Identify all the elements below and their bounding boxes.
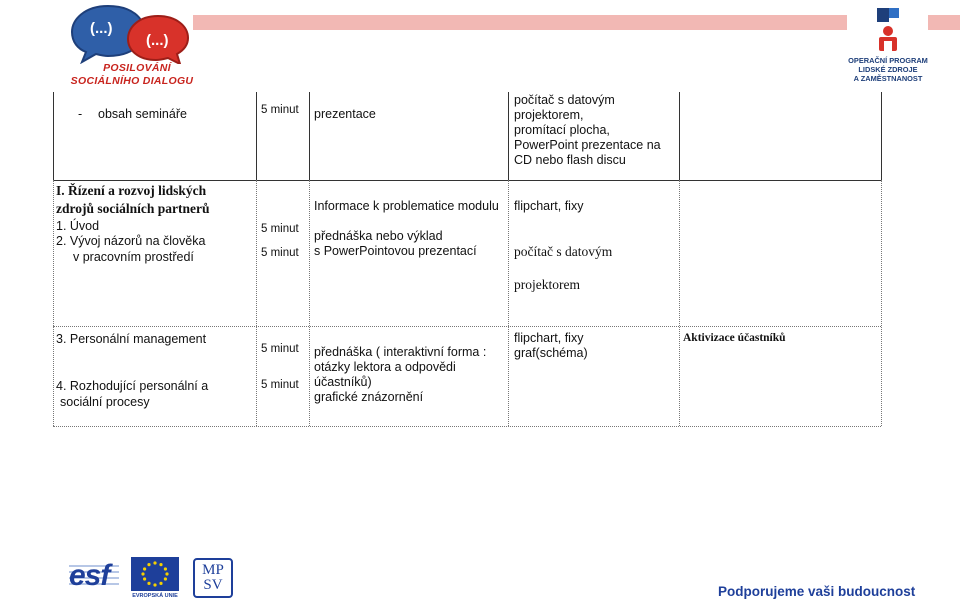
logo-line-1: POSILOVÁNÍ xyxy=(103,62,171,74)
row2-tools-b: počítač s datovým xyxy=(514,244,613,259)
header-band-left xyxy=(193,15,847,30)
row1-tools-line: počítač s datovým xyxy=(514,93,615,107)
row3-tools-line: flipchart, fixy xyxy=(514,331,584,345)
esf-text: esf xyxy=(69,559,110,592)
esf-logo xyxy=(67,557,121,597)
row1-dash: - xyxy=(78,107,83,121)
table-rule xyxy=(53,180,881,181)
row2-method-b xyxy=(314,229,477,259)
table-border xyxy=(256,92,257,180)
bubble-left-text: (...) xyxy=(90,20,113,37)
row3-method xyxy=(314,345,486,405)
table-border xyxy=(881,180,882,426)
row2-time-2: 5 minut xyxy=(261,247,299,259)
row1-time: 5 minut xyxy=(261,104,299,116)
logo-line-2: SOCIÁLNÍHO DIALOGU xyxy=(70,75,194,87)
table-border xyxy=(508,180,509,426)
table-rule xyxy=(53,326,881,327)
table-border xyxy=(679,180,680,426)
table-border xyxy=(256,180,257,426)
oplzz-line-2: LIDSKÉ ZDROJE xyxy=(858,65,918,74)
row3-method-line: grafické znázornění xyxy=(314,390,424,404)
row1-tools-line: projektorem, xyxy=(514,108,584,122)
posilovani-logo xyxy=(60,2,200,90)
row3-method-line: otázky lektora a odpovědi xyxy=(314,360,456,374)
eu-logo xyxy=(131,557,179,603)
row2-heading-line: zdrojů sociálních partnerů xyxy=(56,201,210,216)
row2-method-a: Informace k problematice modulu xyxy=(314,199,499,213)
eu-label: EVROPSKÁ UNIE xyxy=(132,593,178,599)
speech-bubbles-icon xyxy=(60,2,200,64)
oplzz-line-1: OPERAČNÍ PROGRAM xyxy=(848,56,928,65)
row2-tools-c: projektorem xyxy=(514,277,580,292)
mpsv-line-2: SV xyxy=(203,577,223,593)
oplzz-logo xyxy=(843,6,933,92)
bubble-right-text: (...) xyxy=(146,32,169,49)
row3-item-line: sociální procesy xyxy=(60,395,150,409)
row2-item-2: 2. Vývoj názorů na člověka xyxy=(56,234,206,248)
row3-time-1: 5 minut xyxy=(261,343,299,355)
row1-topic: obsah semináře xyxy=(98,107,187,121)
row3-note: Aktivizace účastníků xyxy=(683,332,786,344)
row1-tools xyxy=(514,93,661,168)
eu-flag-icon xyxy=(131,557,179,591)
row2-method-line: s PowerPointovou prezentací xyxy=(314,244,477,258)
row2-method-line: přednáška nebo výklad xyxy=(314,229,443,243)
row1-tools-line: CD nebo flash discu xyxy=(514,153,626,167)
oplzz-line-3: A ZAMĚSTNANOST xyxy=(853,74,923,83)
table-border xyxy=(53,92,54,180)
table-border xyxy=(679,92,680,180)
row3-time-2: 5 minut xyxy=(261,379,299,391)
row3-tools xyxy=(514,331,588,361)
oplzz-emblem-icon xyxy=(873,6,903,52)
table-border xyxy=(53,180,54,426)
table-rule xyxy=(53,426,881,427)
table-border xyxy=(309,92,310,180)
mpsv-line-1: MP xyxy=(202,562,224,578)
row3-item-line: 4. Rozhodující personální a xyxy=(56,379,209,393)
row2-heading xyxy=(56,182,210,218)
row3-method-line: účastníků) xyxy=(314,375,372,389)
mpsv-logo xyxy=(193,558,233,598)
row3-tools-line: graf(schéma) xyxy=(514,346,588,360)
table-border xyxy=(508,92,509,180)
row3-item-b xyxy=(56,378,208,410)
row2-tools-a: flipchart, fixy xyxy=(514,199,584,213)
row1-tools-line: promítací plocha, xyxy=(514,123,610,137)
table-border xyxy=(309,180,310,426)
row2-item-1: 1. Úvod xyxy=(56,219,100,233)
row2-item-3: v pracovním prostředí xyxy=(73,250,194,264)
table-border xyxy=(881,92,882,180)
row3-item-a: 3. Personální management xyxy=(56,332,207,346)
row2-heading-line: I. Řízení a rozvoj lidských xyxy=(56,183,207,198)
row1-tools-line: PowerPoint prezentace na xyxy=(514,138,661,152)
row2-time-1: 5 minut xyxy=(261,223,299,235)
row3-method-line: přednáška ( interaktivní forma : xyxy=(314,345,487,359)
row1-method: prezentace xyxy=(314,107,376,121)
footer-slogan: Podporujeme vaši budoucnost xyxy=(718,584,916,599)
